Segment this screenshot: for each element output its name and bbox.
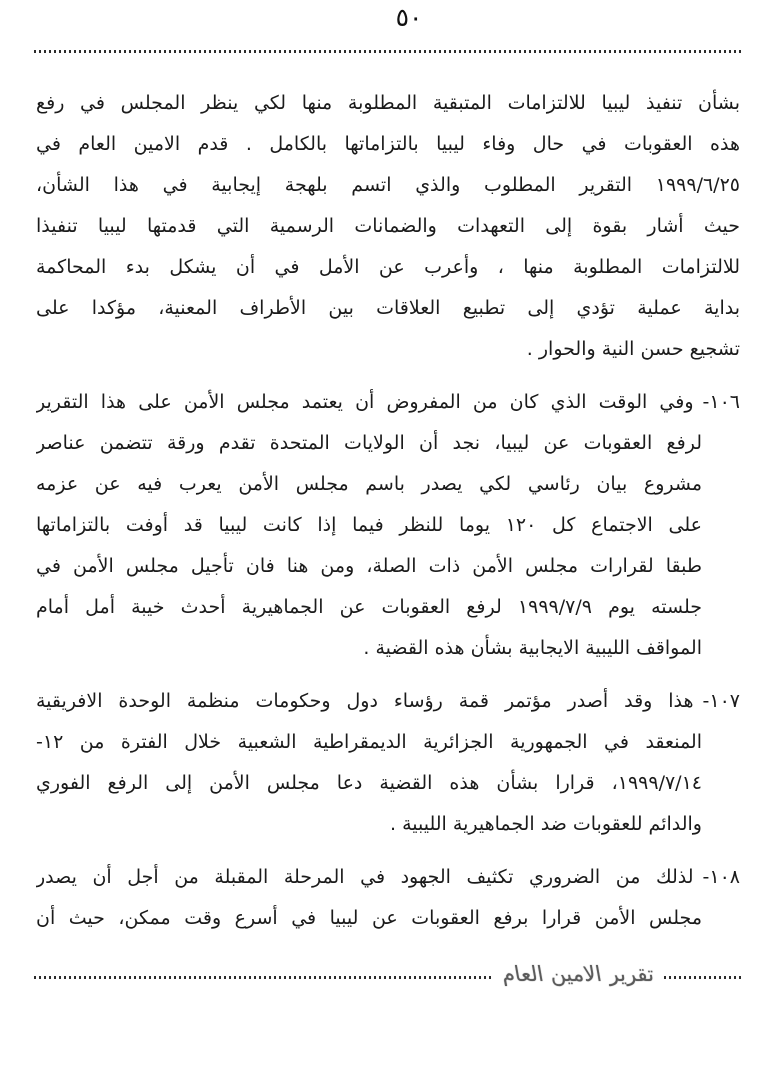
text-line: والدائم للعقوبات ضد الجماهيرية الليبية .: [390, 813, 702, 835]
footer-rule-left: [34, 976, 492, 979]
text-line: المنعقد في الجمهورية الجزائرية الديمقراطية الشعبية خلال الفترة من ١٢-: [36, 731, 702, 753]
text-line: على الاجتماع كل ١٢٠ يوما للنظر فيما إذا كانت ليبيا قد أوفت بالتزاماتها: [36, 514, 702, 536]
text-line: تشجيع حسن النية والحوار .: [526, 338, 740, 360]
text-line: جلسته يوم ١٩٩٩/٧/٩ لرفع العقوبات عن الجماهيرية أحدث خيبة أمل أمام: [36, 596, 702, 618]
text-line: ١٠٧-هذا وقد أصدر مؤتمر قمة رؤساء دول وحكومات منظمة الوحدة الافريقية: [36, 690, 740, 712]
footer: [34, 956, 742, 998]
paragraph-number: ١٠٦-: [702, 391, 740, 413]
document-body: [36, 83, 740, 951]
page-number: ٥٠: [395, 3, 423, 32]
paragraph-108: [36, 857, 740, 939]
text-line: لرفع العقوبات عن ليبيا، نجد أن الولايات المتحدة تقدم ورقة تتضمن عناصر: [36, 432, 702, 454]
text-line: هذه العقوبات في حال وفاء ليبيا بالتزاماتها بالكامل . قدم الامين العام في: [36, 133, 740, 155]
text-line: للالتزامات المطلوبة منها ، وأعرب عن الأمل في أن يشكل بدء المحاكمة: [36, 256, 740, 278]
paragraph-106: [36, 382, 740, 669]
footer-rule-right: [664, 976, 742, 979]
text-line: بداية عملية تؤدي إلى تطبيع العلاقات بين الأطراف المعنية، مؤكدا على: [36, 297, 740, 319]
footer-stamp: تقرير الامين العام: [499, 962, 656, 986]
paragraph-number: ١٠٧-: [702, 690, 740, 712]
text-line: ١٠٦-وفي الوقت الذي كان من المفروض أن يعتمد مجلس الأمن على هذا التقرير: [36, 391, 740, 413]
text-line: مشروع بيان رئاسي لكي يصدر باسم مجلس الأمن يعرب فيه عن عزمه: [36, 473, 702, 495]
text-line: مجلس الأمن قرارا برفع العقوبات عن ليبيا في أسرع وقت ممكن، حيث أن: [36, 907, 702, 929]
text-line: بشأن تنفيذ ليبيا للالتزامات المتبقية المطلوبة منها لكي ينظر المجلس في رفع: [36, 92, 740, 114]
text-line: ١٠٨-لذلك من الضروري تكثيف الجهود في المرحلة المقبلة من أجل أن يصدر: [36, 866, 740, 888]
text-line: ١٩٩٩/٦/٢٥ التقرير المطلوب والذي اتسم بلهجة إيجابية في هذا الشأن،: [36, 174, 740, 196]
text-line: حيث أشار بقوة إلى التعهدات والضمانات الرسمية التي قدمتها ليبيا تنفيذا: [36, 215, 740, 237]
top-rule: [34, 50, 742, 53]
paragraph-107: [36, 681, 740, 845]
text-line: ١٩٩٩/٧/١٤، قرارا بشأن هذه القضية دعا مجلس الأمن إلى الرفع الفوري: [36, 772, 702, 794]
text-line: طبقا لقرارات مجلس الأمن ذات الصلة، ومن هنا فان تأجيل مجلس الأمن في: [36, 555, 702, 577]
text-line: المواقف الليبية الايجابية بشأن هذه القضية .: [363, 637, 702, 659]
paragraph-continuation: [36, 83, 740, 370]
paragraph-number: ١٠٨-: [702, 866, 740, 888]
